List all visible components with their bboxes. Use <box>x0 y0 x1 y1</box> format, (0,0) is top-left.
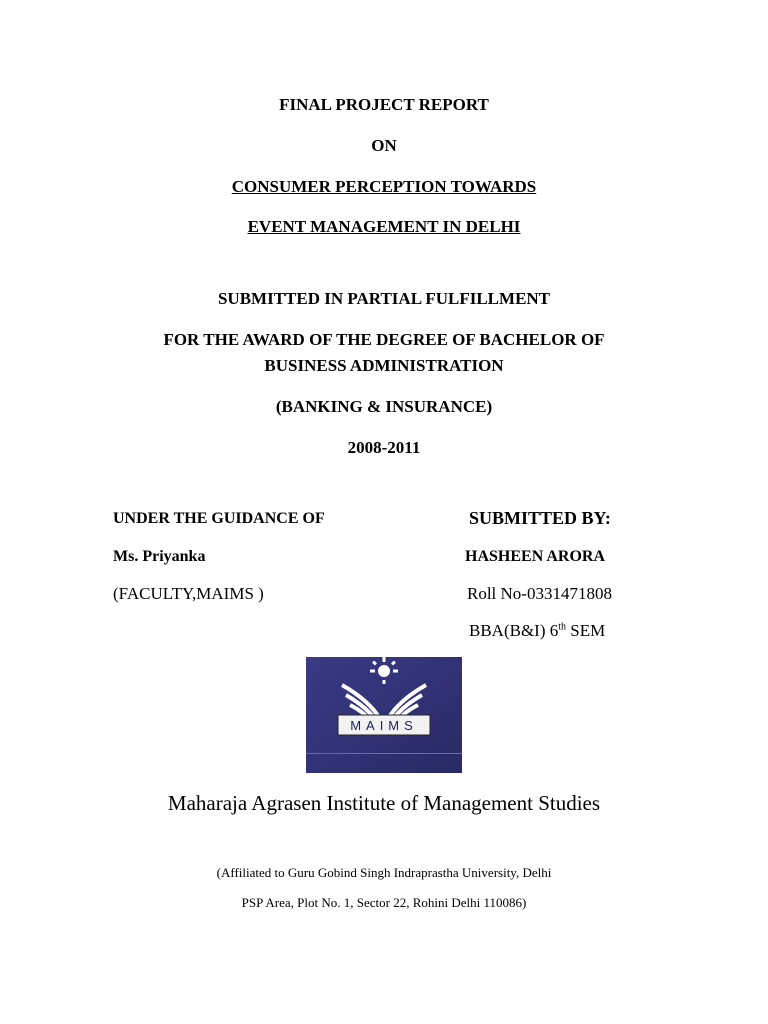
report-title-line-1: FINAL PROJECT REPORT <box>279 95 489 114</box>
institute-name: Maharaja Agrasen Institute of Management Studies <box>167 791 601 815</box>
program-superscript: th <box>558 621 567 633</box>
report-topic-line-2: EVENT MANAGEMENT IN DELHI <box>247 217 521 236</box>
submission-line-4: (BANKING & INSURANCE) <box>275 397 493 416</box>
report-title-line-2: ON <box>371 136 397 155</box>
institute-affiliation: (Affiliated to Guru Gobind Singh Indraprastha University, Delhi <box>216 865 552 880</box>
submission-years: 2008-2011 <box>347 438 421 457</box>
submission-line-2: FOR THE AWARD OF THE DEGREE OF BACHELOR OF <box>163 330 605 349</box>
submission-line-1: SUBMITTED IN PARTIAL FULFILLMENT <box>217 289 551 308</box>
institute-address: PSP Area, Plot No. 1, Sector 22, Rohini Delhi 110086) <box>241 895 527 910</box>
program-prefix: BBA(B&I) 6 <box>469 621 559 640</box>
report-topic-line-1: CONSUMER PERCEPTION TOWARDS <box>231 177 537 196</box>
student-program <box>469 621 605 641</box>
guidance-heading: UNDER THE GUIDANCE OF <box>113 510 325 527</box>
maims-logo-icon <box>306 657 462 773</box>
submission-line-3: BUSINESS ADMINISTRATION <box>264 356 504 375</box>
submitted-by-heading: SUBMITTED BY: <box>469 508 611 528</box>
guide-name: Ms. Priyanka <box>113 548 206 565</box>
guide-role: (FACULTY,MAIMS ) <box>113 584 264 603</box>
student-name: HASHEEN ARORA <box>465 548 606 565</box>
program-suffix: SEM <box>566 621 606 640</box>
logo-text: MAIMS <box>350 718 418 733</box>
student-roll-number: Roll No-0331471808 <box>467 584 612 603</box>
